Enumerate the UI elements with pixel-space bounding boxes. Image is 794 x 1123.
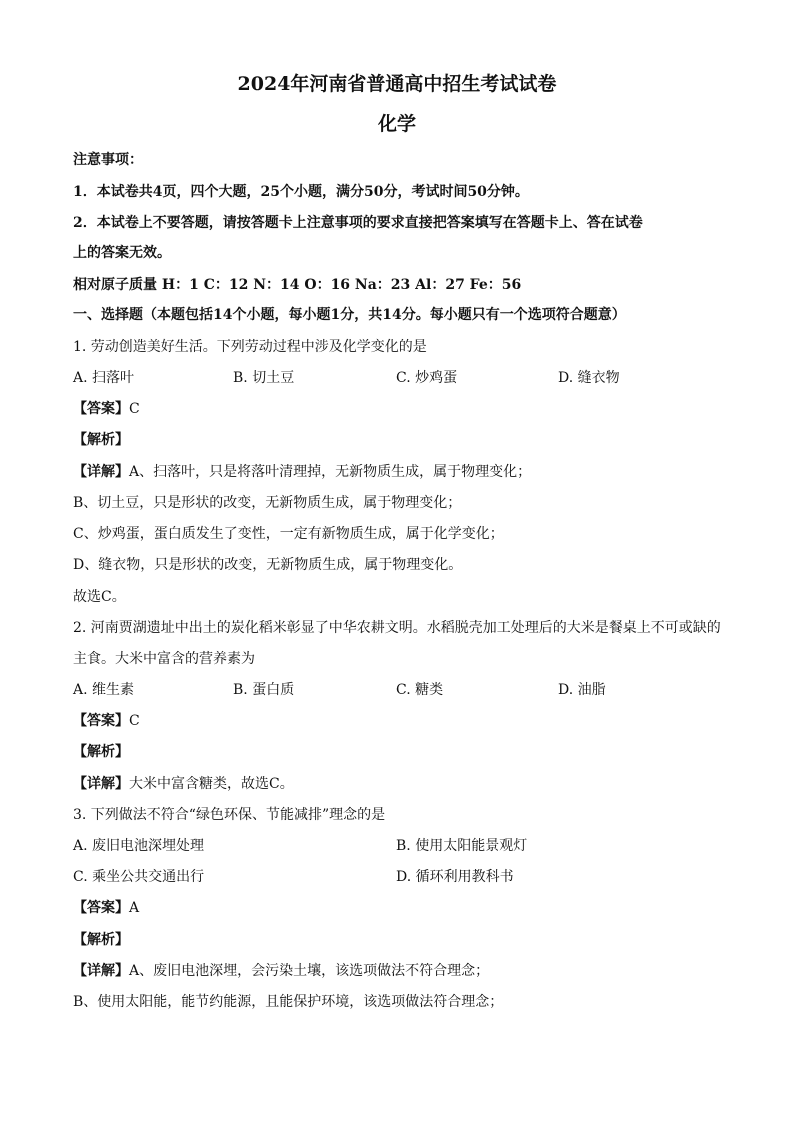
- section-1-heading: 一、选择题（本题包括14个小题，每小题1分，共14分。每小题只有一个选项符合题意）: [73, 307, 626, 323]
- q1-option-d: D. 缝衣物: [558, 370, 620, 386]
- q1-stem: 1. 劳动创造美好生活。下列劳动过程中涉及化学变化的是: [73, 339, 427, 355]
- q1-detail-line-1: [73, 462, 531, 482]
- q2-answer-line: [73, 711, 140, 731]
- q1-conclusion: 故选C。: [73, 589, 126, 605]
- answer-label: 【答案】: [73, 401, 129, 417]
- q3-answer-value: A: [129, 900, 140, 916]
- q1-analysis-label: 【解析】: [73, 432, 129, 448]
- q1-option-a: A. 扫落叶: [73, 370, 135, 386]
- q3-option-c: C. 乘坐公共交通出行: [73, 869, 205, 885]
- q3-detail-line-1: [73, 961, 489, 981]
- atomic-mass-line: 相对原子质量 H：1 C：12 N：14 O：16 Na：23 Al：27 Fe：56: [73, 277, 522, 293]
- q1-detail-d: D、缝衣物，只是形状的改变，无新物质生成，属于物理变化。: [73, 557, 463, 573]
- notice-heading: 注意事项：: [73, 152, 143, 168]
- q2-stem-line-1: 2. 河南贾湖遗址中出土的炭化稻米彰显了中华农耕文明。水稻脱壳加工处理后的大米是餐桌上不可或缺的: [73, 620, 721, 636]
- q3-stem: 3. 下列做法不符合“绿色环保、节能减排”理念的是: [73, 807, 386, 823]
- exam-title: 2024年河南省普通高中招生考试试卷: [237, 73, 557, 95]
- q3-option-d: D. 循环利用教科书: [396, 869, 514, 885]
- q2-option-b: B. 蛋白质: [233, 682, 295, 698]
- q1-option-c: C. 炒鸡蛋: [396, 370, 458, 386]
- q2-option-d: D. 油脂: [558, 682, 606, 698]
- q1-answer-line: [73, 399, 140, 419]
- q2-analysis-label: 【解析】: [73, 744, 129, 760]
- q3-option-b: B. 使用太阳能景观灯: [396, 838, 528, 854]
- q2-option-c: C. 糖类: [396, 682, 444, 698]
- q3-detail-b: B、使用太阳能，能节约能源，且能保护环境，该选项做法符合理念；: [73, 994, 504, 1010]
- notice-item-2-line-2: 上的答案无效。: [73, 245, 171, 261]
- q2-detail-text: 大米中富含糖类，故选C。: [129, 776, 294, 792]
- q3-option-a: A. 废旧电池深埋处理: [73, 838, 205, 854]
- detail-label: 【详解】: [73, 776, 129, 792]
- q2-stem-line-2: 主食。大米中富含的营养素为: [73, 651, 255, 667]
- q3-answer-line: [73, 898, 139, 918]
- detail-label: 【详解】: [73, 464, 129, 480]
- detail-label: 【详解】: [73, 963, 129, 979]
- answer-label: 【答案】: [73, 713, 129, 729]
- answer-label: 【答案】: [73, 900, 129, 916]
- q2-option-a: A. 维生素: [73, 682, 135, 698]
- q3-analysis-label: 【解析】: [73, 932, 129, 948]
- q1-option-b: B. 切土豆: [233, 370, 295, 386]
- q1-detail-a: A、扫落叶，只是将落叶清理掉，无新物质生成，属于物理变化；: [129, 464, 532, 480]
- q1-detail-c: C、炒鸡蛋，蛋白质发生了变性，一定有新物质生成，属于化学变化；: [73, 526, 504, 542]
- q2-detail-line: [73, 774, 294, 794]
- notice-item-1: 1．本试卷共4页，四个大题，25个小题，满分50分，考试时间50分钟。: [73, 184, 529, 200]
- q3-detail-a: A、废旧电池深埋，会污染土壤，该选项做法不符合理念；: [129, 963, 490, 979]
- subject-title: 化学: [377, 113, 416, 135]
- q2-answer-value: C: [129, 713, 140, 729]
- notice-item-2-line-1: 2．本试卷上不要答题，请按答题卡上注意事项的要求直接把答案填写在答题卡上、答在试卷: [73, 215, 643, 231]
- q1-detail-b: B、切土豆，只是形状的改变，无新物质生成，属于物理变化；: [73, 495, 462, 511]
- q1-answer-value: C: [129, 401, 140, 417]
